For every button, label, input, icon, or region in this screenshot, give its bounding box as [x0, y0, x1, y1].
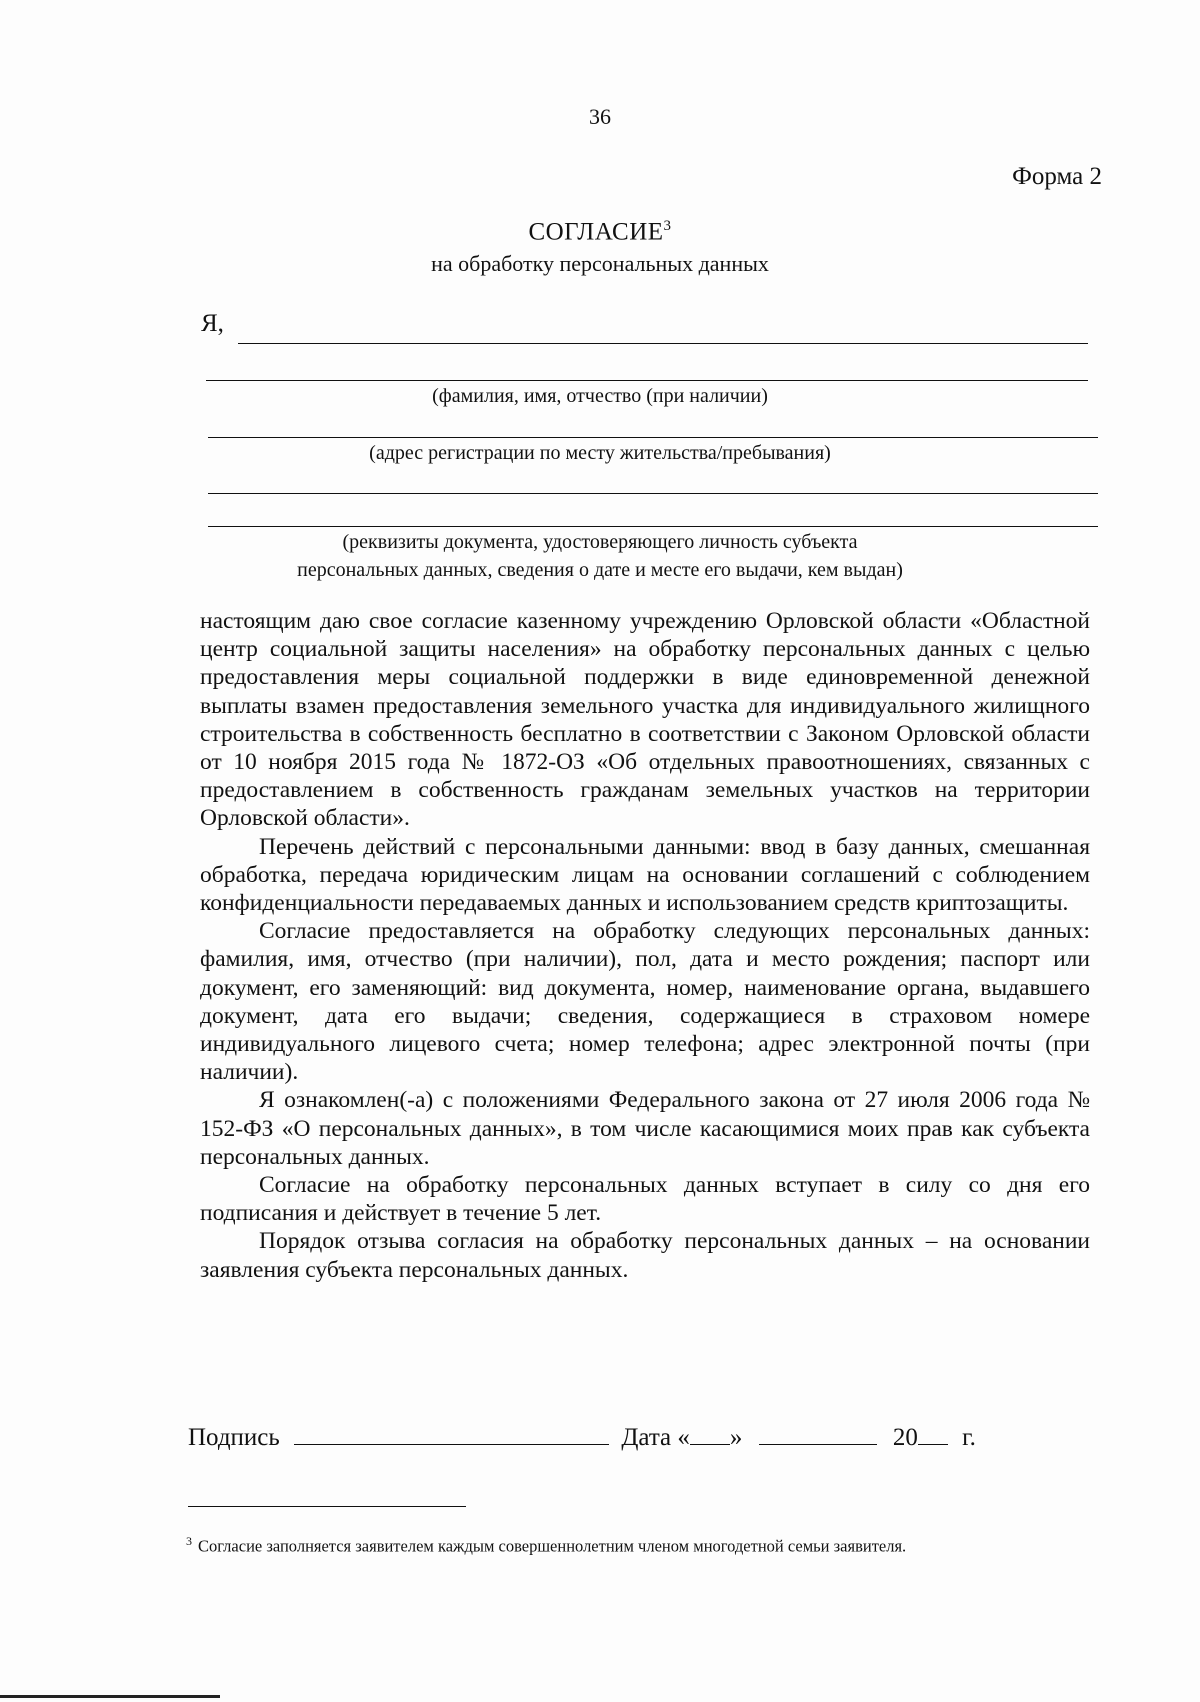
consent-paragraph-6: Порядок отзыва согласия на обработку персональных данных – на основании заявления субъекта персональных данных. [200, 1228, 1090, 1283]
document-caption-line-1: (реквизиты документа, удостоверяющего личность субъекта [342, 531, 858, 553]
fio-blank-line-1 [238, 343, 1088, 344]
signature-row [188, 1424, 976, 1452]
consent-paragraph-5: Согласие на обработку персональных данных вступает в силу со дня его подписания и действует в течение 5 лет. [200, 1172, 1090, 1227]
year-prefix: 20 [892, 1424, 918, 1451]
signature-blank [294, 1424, 609, 1445]
page-number: 36 [589, 104, 611, 129]
consent-paragraph-2: Перечень действий с персональными данными: ввод в базу данных, смешанная обработка, передача юридическим лицам на основании соглашений с соблюдением конфиденциальности передаваемых данных и использованием средств криптозащиты. [200, 833, 1090, 917]
consent-paragraph-3: Согласие предоставляется на обработку следующих персональных данных: фамилия, имя, отчество (при наличии), пол, дата и место рождения; паспорт или документ, его заменяющий: вид документа, номер, наименование органа, выдавшего документ, дата его выдачи; сведения, содержащиеся в страховом номере индивидуального лицевого счета; номер телефона; адрес электронной почты (при наличии). [200, 918, 1090, 1086]
fio-blank-line-2 [206, 380, 1088, 381]
address-caption: (адрес регистрации по месту жительства/пребывания) [369, 442, 831, 464]
consent-body [200, 607, 1090, 1284]
document-title [0, 218, 1200, 246]
footnote [186, 1534, 906, 1557]
date-label: Дата « [621, 1424, 690, 1451]
ya-label: Я, [201, 310, 224, 337]
footnote-number: 3 [186, 1534, 192, 1548]
fio-caption: (фамилия, имя, отчество (при наличии) [432, 385, 768, 407]
title-footnote-ref: 3 [663, 218, 672, 234]
date-day-blank [690, 1424, 730, 1445]
consent-paragraph-1: настоящим даю свое согласие казенному учреждению Орловской области «Областной центр социальной защиты населения» на обработку персональных данных с целью предоставления меры социальной поддержки в виде единовременной денежной выплаты взамен предоставления земельного участка для индивидуального жилищного строительства в собственность бесплатно в соответствии с Законом Орловской области от 10 ноября 2015 года № 1872-ОЗ «Об отдельных правоотношениях, связанных с предоставлением в собственность гражданам земельных участков на территории Орловской области». [200, 608, 1090, 832]
document-subtitle: на обработку персональных данных [431, 251, 769, 276]
form-label: Форма 2 [1012, 163, 1102, 190]
footnote-text: Согласие заполняется заявителем каждым совершеннолетним членом многодетной семьи заявителя. [198, 1536, 907, 1556]
document-title-text: СОГЛАСИЕ [528, 218, 664, 246]
document-blank-line-2 [208, 526, 1098, 527]
date-month-blank [759, 1424, 877, 1445]
footnote-divider [188, 1506, 466, 1507]
document-blank-line-1 [208, 493, 1098, 494]
date-close-quote: » [729, 1424, 743, 1451]
document-caption-line-2: персональных данных, сведения о дате и месте его выдачи, кем выдан) [297, 559, 903, 581]
year-suffix: г. [962, 1424, 976, 1451]
year-blank [918, 1424, 948, 1445]
signature-label: Подпись [188, 1424, 280, 1451]
address-blank-line [208, 437, 1098, 438]
scan-edge-mark [0, 1695, 220, 1698]
consent-paragraph-4: Я ознакомлен(-а) с положениями Федерального закона от 27 июля 2006 года № 152-ФЗ «О персональных данных», в том числе касающимися моих прав как субъекта персональных данных. [200, 1087, 1090, 1170]
